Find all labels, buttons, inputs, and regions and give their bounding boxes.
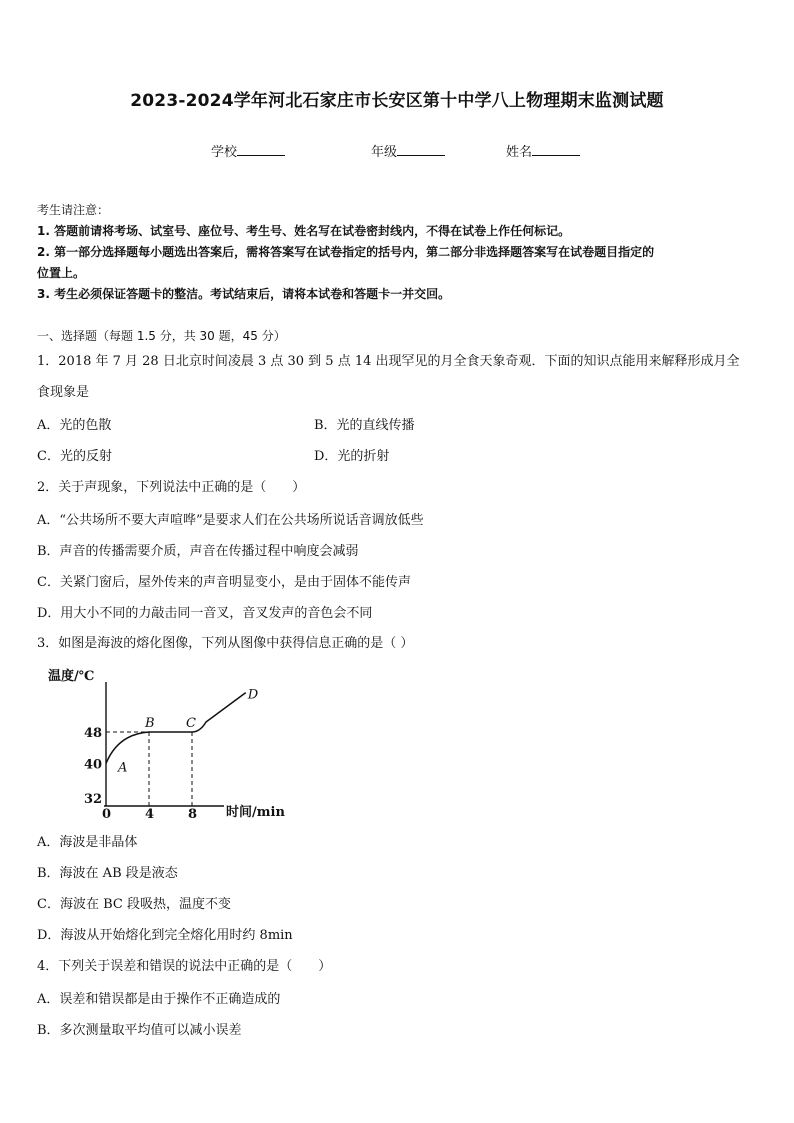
question-1-option-d: D．光的折射: [314, 449, 390, 464]
grade-field: [371, 141, 445, 160]
y-axis-label: 温度/℃: [48, 669, 95, 684]
question-4-option-b: B．多次测量取平均值可以减小误差: [37, 1023, 242, 1038]
question-2-option-c: C．关紧门窗后，屋外传来的声音明显变小，是由于固体不能传声: [37, 575, 411, 590]
question-2-option-d: D．用大小不同的力敲击同一音叉，音叉发声的音色会不同: [37, 606, 373, 621]
question-3-option-c: C．海波在 BC 段吸热，温度不变: [37, 897, 231, 912]
y-tick-label: 32: [84, 792, 103, 807]
question-3-option-a: A．海波是非晶体: [37, 835, 138, 850]
notice-heading: 考生请注意：: [37, 203, 110, 217]
y-tick-label: 48: [84, 726, 103, 741]
question-1-option-b: B．光的直线传播: [314, 418, 415, 433]
name-label: 姓名: [506, 145, 533, 160]
question-1-stem-line2: 食现象是: [37, 385, 90, 400]
question-3-option-d: D．海波从开始熔化到完全熔化用时约 8min: [37, 928, 293, 943]
question-2-option-a: A．“公共场所不要大声喧哗”是要求人们在公共场所说话音调放低些: [37, 513, 424, 528]
question-1-option-a: A．光的色散: [37, 418, 112, 433]
school-field: [211, 141, 285, 160]
notice-item: 位置上。: [37, 266, 86, 280]
notice-item: 2. 第一部分选择题每小题选出答案后，需将答案写在试卷指定的括号内，第二部分非选择题答案写在试卷题目指定的: [37, 245, 655, 259]
melting-graph: [40, 664, 300, 824]
x-axis-label: 时间/min: [226, 805, 285, 820]
question-3-stem: 3．如图是海波的熔化图像，下列从图像中获得信息正确的是（ ）: [37, 636, 414, 651]
school-blank: [237, 143, 285, 156]
question-1-option-c: C．光的反射: [37, 449, 112, 464]
point-label-d: D: [247, 687, 259, 703]
point-label-a: A: [118, 760, 128, 776]
name-blank: [532, 143, 580, 156]
point-label-c: C: [186, 716, 196, 731]
section-title: 一、选择题（每题 1.5 分，共 30 题，45 分）: [37, 329, 286, 343]
x-tick-label: 8: [188, 807, 198, 822]
question-3-option-b: B．海波在 AB 段是液态: [37, 866, 178, 881]
question-1-stem-line1: 1．2018 年 7 月 28 日北京时间凌晨 3 点 30 到 5 点 14 出现罕见的月全食天象奇观．下面的知识点能用来解释形成月全: [37, 354, 740, 369]
school-label: 学校: [211, 145, 238, 160]
melting-curve: [106, 693, 246, 764]
y-tick-label: 40: [84, 757, 103, 773]
grade-label: 年级: [371, 145, 398, 160]
point-label-b: B: [145, 716, 155, 731]
x-tick-label: 4: [145, 807, 155, 822]
question-2-stem: 2．关于声现象，下列说法中正确的是（ ）: [37, 480, 306, 495]
notice-item: 3. 考生必须保证答题卡的整洁。考试结束后，请将本试卷和答题卡一并交回。: [37, 287, 451, 301]
question-4-option-a: A．误差和错误都是由于操作不正确造成的: [37, 992, 281, 1007]
question-2-option-b: B．声音的传播需要介质，声音在传播过程中响度会减弱: [37, 544, 359, 559]
page-title: 2023-2024学年河北石家庄市长安区第十中学八上物理期末监测试题: [130, 91, 664, 111]
notice-item: 1. 答题前请将考场、试室号、座位号、考生号、姓名写在试卷密封线内，不得在试卷上作任何标记。: [37, 224, 571, 238]
question-4-stem: 4．下列关于误差和错误的说法中正确的是（ ）: [37, 959, 332, 974]
grade-blank: [397, 143, 445, 156]
name-field: [506, 141, 580, 160]
x-tick-label: 0: [102, 807, 112, 822]
